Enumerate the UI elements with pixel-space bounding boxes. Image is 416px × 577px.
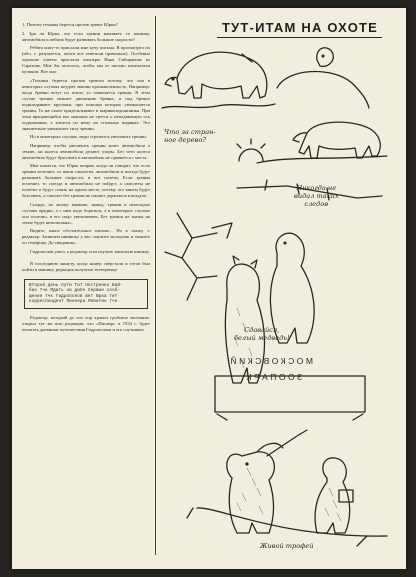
caption-trophy: Живой трофей xyxy=(260,542,314,550)
setting-sun xyxy=(237,139,265,161)
paragraph: Гидрополов ушел, а редактор стал изучать записную книжку. xyxy=(30,248,150,254)
paragraph: Мне кажется, что Юрко неправ, когда он говорит, что если тренин исчезнет, то наши самолеты, автомобили и поезда будут развивать большие скорости, и вот почему. Если тренин исчезнет, то поезда и автомобили не пойдут, а самолеты не полетят и будут стоять на одном месте, потому что винты будут буксовать, а самолет без тренин не сможет держаться в воздухе. xyxy=(22,163,150,198)
snowdrift-line xyxy=(162,104,275,108)
question-2: 2. Зря ли Юрка, что если тренин начинает, то машину, автомобили и пейзаж будут развивать большие скорости? xyxy=(22,30,150,42)
telegram-line: Второй день пути Тит Нестренко Бай- xyxy=(29,282,123,288)
page-title: ТУТ-ИТАМ НА ОХОТЕ xyxy=(221,20,379,35)
paragraph: В последнюю минуту, когда номер сверстали и готов был пойти в машину, редакция получила телеграмму: xyxy=(22,260,150,272)
polar-bear-walking xyxy=(165,52,267,98)
paragraph: Ребята кому-то прислали мне кучу письма. Я просмотрел их (ибо, т. разумеется, почти все ответили правильно). Особенно хорошие ответы прислали пионеры Инна Сибирякова из Саратова. Мне бы хотелось, чтобы мы ее письмо напечатали целиком. Вот оно: xyxy=(22,45,150,74)
polar-bear-on-ice xyxy=(257,122,387,163)
question-1: 1. Почему техника берется против тревог Юрки? xyxy=(22,22,118,27)
article-column xyxy=(22,22,150,559)
paragraph: Например: чтобы увеличить тренин колес автомобиля о землю, на колеса автомобиля делают узоры. Без чего колеса автомобиля будут буксовать и автомобиль не сдвинется с места. xyxy=(22,142,150,160)
telegram-box xyxy=(24,279,148,309)
telegram-line: бао тчк Мдить на дипе первые сооб- xyxy=(29,288,121,294)
paragraph: Видите, какое обстоятельное письмо... Но я скажу, т. редактор. Запишем ниниюку у вас: научите молодчик и звоните по телефону. До свидания». xyxy=(22,228,150,245)
paragraph: Но в некоторых случаях люди стремятся увеличить тренин. xyxy=(30,134,147,139)
sign-line-2: ЗООПАРК xyxy=(244,372,303,382)
caption-strange-tree: Что за стран- ное дерево? xyxy=(164,128,216,144)
caption-surrender: Сдавайся, белый медведь! xyxy=(234,326,290,342)
sign-line-1: МОСКОВСКИЙ xyxy=(228,356,313,366)
column-divider xyxy=(155,16,156,555)
paragraph: Спордь, по моему мнению, вывод: тренин в некоторых случаях вредно, а с ним надо бороться, а в некоторых случаях оно полезно, и его надо увеличивать. Без тренин не жизнь на земле будет невозможна». xyxy=(22,201,150,225)
trophy-scene xyxy=(187,430,387,546)
caption-tracks: Никогда не видал таких следов xyxy=(294,184,339,208)
telegram-line: корреспондент Пионера Левитин тчк xyxy=(29,299,118,305)
comic-illustration xyxy=(157,38,402,563)
magazine-page xyxy=(12,8,406,569)
paragraph: Редактор, который до сих пор хранил гробовое молчание, открыл тут же всю редакции, что «Пионер» в 1934 г. будет печатать дневники путешествия Гидрополова и его спутников. xyxy=(22,314,150,332)
paragraph: «Техника берется против тревоги потому, что она в некоторых случаях неудает машин промышленность. Например: когда бревно везут по земле, то появляется тренин. В этом случае тренин мешает движению бревна, и под бревно подкладывают кругляки, при помощи которых уменьшается тренин. То же самое придельзывают и шарикоподшипники. При этом вращающийся вал машины не трется о неподвижную ось подшипника, а катится по нему на стальных шариках. Это значительно уменьшает силу тренин. xyxy=(22,77,150,131)
hunter-peeking xyxy=(277,48,369,108)
strange-tree xyxy=(165,213,232,300)
telegram-line: щения тчк Гидрополов вет Юрка тит xyxy=(29,293,118,299)
